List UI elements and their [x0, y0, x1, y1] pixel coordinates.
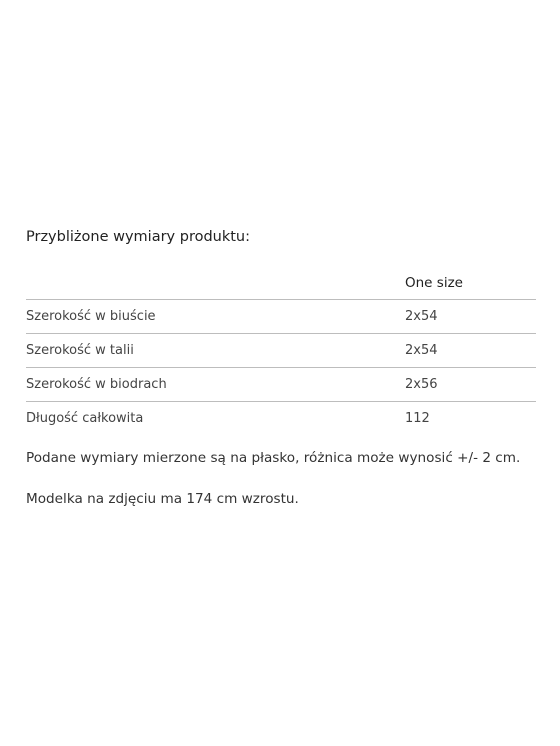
table-row	[26, 402, 536, 436]
size-table	[26, 266, 536, 435]
header-cell-size: One size	[405, 274, 463, 291]
row-label: Szerokość w biuście	[26, 309, 156, 324]
row-value: 112	[405, 411, 430, 426]
table-row	[26, 368, 536, 402]
row-label: Długość całkowita	[26, 411, 144, 426]
size-table-heading: Przybliżone wymiary produktu:	[26, 229, 251, 245]
measurement-note: Podane wymiary mierzone są na płasko, różnica może wynosić +/- 2 cm.	[26, 450, 521, 466]
header-cell-label	[26, 266, 405, 300]
row-value: 2x54	[405, 309, 438, 324]
row-value: 2x56	[405, 377, 438, 392]
table-row	[26, 334, 536, 368]
row-label: Szerokość w biodrach	[26, 377, 167, 392]
model-height-note: Modelka na zdjęciu ma 174 cm wzrostu.	[26, 491, 299, 507]
table-row	[26, 300, 536, 334]
row-value: 2x54	[405, 343, 438, 358]
row-label: Szerokość w talii	[26, 343, 134, 358]
size-table-header-row	[26, 266, 536, 300]
